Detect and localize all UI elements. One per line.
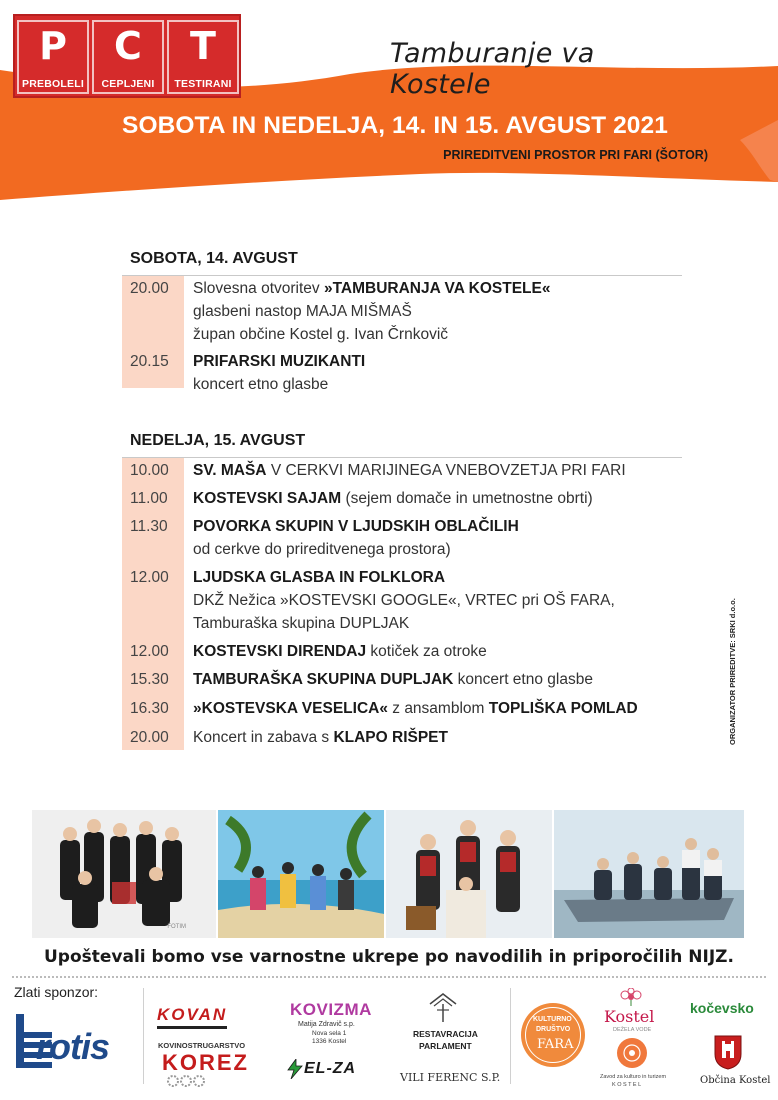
sunday-heading: NEDELJA, 15. AVGUST xyxy=(130,432,306,449)
time-label: 10.00 xyxy=(130,462,169,479)
program-item: KOSTEVSKI DIRENDAJ kotiček za otroke xyxy=(193,643,487,660)
time-label: 20.00 xyxy=(130,729,169,746)
pct-cell-t xyxy=(167,20,239,94)
safety-note: Upoštevali bomo vse varnostne ukrepe po navodilih in priporočilih NIJZ. xyxy=(44,947,734,967)
kovan-logo: KOVAN xyxy=(157,1005,227,1029)
zavod-line: K O S T E L xyxy=(612,1082,642,1088)
pct-badge xyxy=(13,14,241,98)
program-item-line: Tamburaška skupina DUPLJAK xyxy=(193,615,410,632)
gold-sponsor-label: Zlati sponzor: xyxy=(14,984,99,1000)
event-title: Tamburanje va Kostele xyxy=(390,38,595,100)
photo-boat-group xyxy=(554,810,744,938)
kd-fara-logo xyxy=(521,1003,585,1067)
sunday-rule xyxy=(122,457,682,458)
time-label: 16.30 xyxy=(130,700,169,717)
korez-logo: KOREZ xyxy=(162,1050,249,1075)
saturday-rule xyxy=(122,275,682,276)
photo-band-group xyxy=(32,810,216,938)
program-item: LJUDSKA GLASBA IN FOLKLORA xyxy=(193,569,446,586)
gear-icon xyxy=(166,1074,206,1088)
pct-word-cepljeni: CEPLJENI xyxy=(101,78,155,90)
rotis-logo xyxy=(14,1010,129,1080)
program-item-line: DKŽ Nežica »KOSTEVSKI GOOGLE«, VRTEC pri OŠ FARA, xyxy=(193,592,615,609)
time-label: 20.00 xyxy=(130,280,169,297)
kostel-sub: DEŽELA VODE xyxy=(613,1027,652,1033)
photo-beach-group xyxy=(218,810,384,938)
coat-of-arms-icon xyxy=(713,1034,743,1070)
korez-caption: KOVINOSTRUGARSTVO xyxy=(158,1041,246,1050)
time-label: 12.00 xyxy=(130,569,169,586)
kd-line: DRUŠTVO xyxy=(536,1026,571,1033)
parlament-icon xyxy=(428,992,458,1024)
restavracija-line: PARLAMENT xyxy=(419,1041,472,1051)
elza-logo: EL-ZA xyxy=(304,1060,357,1077)
vili-ferenc-logo: VILI FERENC S.P. xyxy=(400,1071,501,1084)
kovizma-line: Nova sela 1 xyxy=(312,1030,347,1037)
program-item: Koncert in zabava s KLAPO RIŠPET xyxy=(193,729,448,746)
program-item-line: od cerkve do prireditvenega prostora) xyxy=(193,541,451,558)
pct-letter-t: T xyxy=(190,24,216,68)
pct-cell-c xyxy=(92,20,164,94)
program-item-line: glasbeni nastop MAJA MIŠMAŠ xyxy=(193,303,412,320)
kovizma-logo: KOVIZMA xyxy=(290,1000,372,1019)
program-item: TAMBURAŠKA SKUPINA DUPLJAK koncert etno glasbe xyxy=(193,671,593,688)
program-item: KOSTEVSKI SAJAM (sejem domače in umetnostne obrti) xyxy=(193,490,593,507)
time-label: 20.15 xyxy=(130,353,169,370)
kostel-logo: Kostel xyxy=(604,1007,655,1026)
pct-letter-c: C xyxy=(114,24,142,68)
obcina-kostel-logo: Občina Kostel xyxy=(700,1075,771,1086)
zavod-logo xyxy=(617,1038,647,1068)
organizer-note: ORGANIZATOR PRIREDITVE: SRKI d.o.o. xyxy=(728,598,737,745)
time-label: 11.00 xyxy=(130,490,168,507)
kd-line: FARA xyxy=(537,1037,574,1052)
sponsor-separator xyxy=(143,988,144,1084)
rotis-text: rotis xyxy=(36,1026,110,1067)
pct-word-preboleli: PREBOLELI xyxy=(22,78,84,90)
lightning-icon xyxy=(286,1059,304,1079)
time-label: 12.00 xyxy=(130,643,169,660)
pct-letter-p: P xyxy=(39,24,67,68)
saturday-heading: SOBOTA, 14. AVGUST xyxy=(130,250,298,267)
photo-caption: FOTIM xyxy=(167,924,186,930)
kd-line: KULTURNO xyxy=(533,1016,572,1023)
kocevsko-logo: kočevsko xyxy=(690,1000,754,1016)
photo-folk-group xyxy=(386,810,552,938)
program-item: POVORKA SKUPIN V LJUDSKIH OBLAČILIH xyxy=(193,518,519,535)
program-item-line: koncert etno glasbe xyxy=(193,376,329,393)
program-item-line: župan občine Kostel g. Ivan Črnkovič xyxy=(193,326,449,343)
event-venue: PRIREDITVENI PROSTOR PRI FARI (ŠOTOR) xyxy=(443,148,708,162)
restavracija-line: RESTAVRACIJA xyxy=(413,1029,478,1039)
program-item: SV. MAŠA V CERKVI MARIJINEGA VNEBOVZETJA PRI FARI xyxy=(193,462,626,479)
program-item: Slovesna otvoritev »TAMBURANJA VA KOSTELE« xyxy=(193,280,551,297)
zavod-line: Zavod za kulturo in turizem xyxy=(600,1074,667,1080)
pct-cell-p xyxy=(17,20,89,94)
event-dates: SOBOTA IN NEDELJA, 14. IN 15. AVGUST 2021 xyxy=(122,112,668,139)
dotted-divider xyxy=(12,976,766,978)
program-item: PRIFARSKI MUZIKANTI xyxy=(193,353,366,370)
program-item: »KOSTEVSKA VESELICA« z ansamblom TOPLIŠKA POMLAD xyxy=(193,700,638,717)
flower-icon xyxy=(620,988,642,1006)
kovizma-line: 1336 Kostel xyxy=(312,1038,347,1045)
kovizma-line: Matija Zdravič s.p. xyxy=(298,1021,355,1028)
pct-word-testirani: TESTIRANI xyxy=(174,78,232,90)
sponsor-separator xyxy=(510,988,511,1084)
time-label: 11.30 xyxy=(130,518,168,535)
time-label: 15.30 xyxy=(130,671,169,688)
